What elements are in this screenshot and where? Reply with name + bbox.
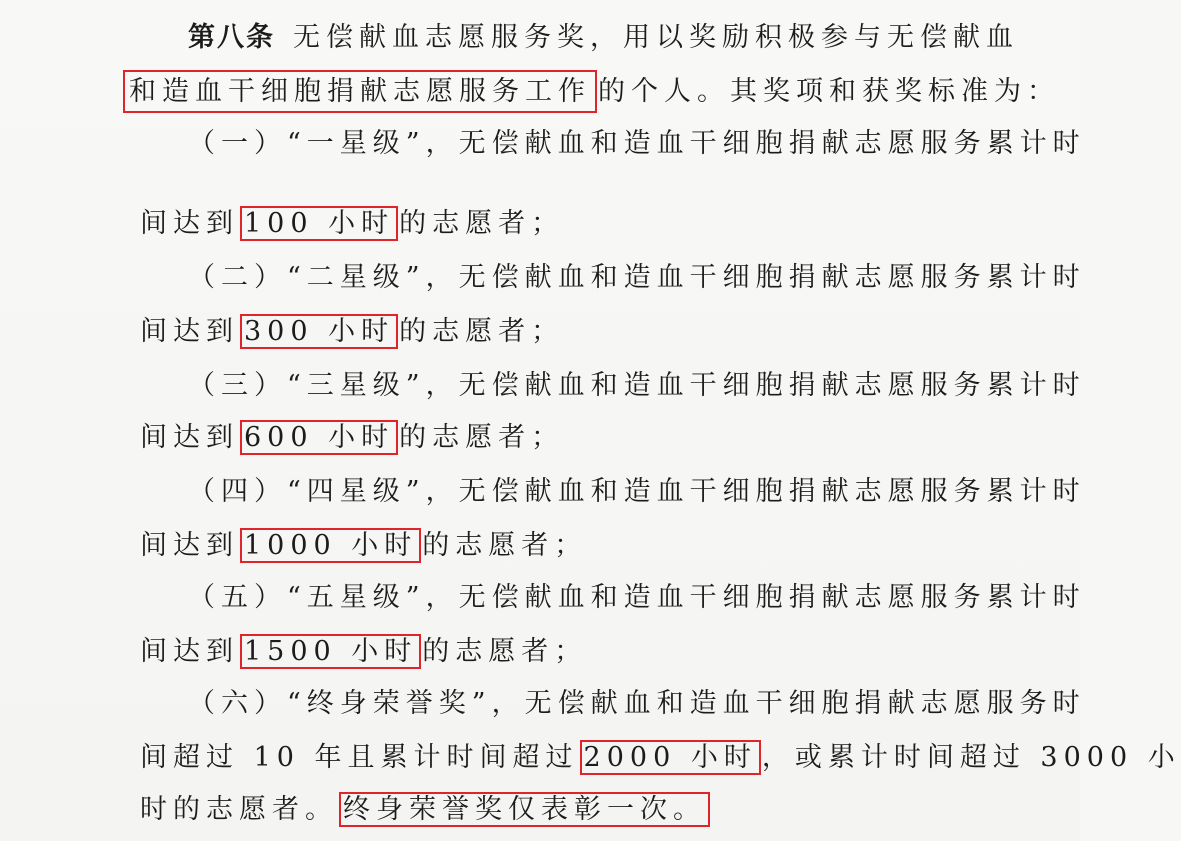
item-4-pre: 间达到 <box>140 530 239 561</box>
highlight-2000-hours: 2000 小时 <box>580 740 761 775</box>
article-heading: 第八条 <box>188 22 275 53</box>
highlight-1000-hours: 1000 小时 <box>240 528 421 563</box>
item-5-line-1: （五）“五星级”，无偿献血和造血干细胞捐献志愿服务累计时 <box>188 582 1086 613</box>
highlight-100-hours: 100 小时 <box>240 206 398 241</box>
highlight-once-only: 终身荣誉奖仅表彰一次。 <box>339 792 710 827</box>
item-5-line-2 <box>140 632 587 672</box>
article-line-2 <box>122 72 1060 112</box>
item-1-post: 的志愿者； <box>399 208 565 239</box>
item-5-pre: 间达到 <box>140 636 239 667</box>
item-4-line-1: （四）“四星级”，无偿献血和造血干细胞捐献志愿服务累计时 <box>188 476 1086 507</box>
lifetime-line-3 <box>140 790 711 830</box>
lifetime-line-2-post: ，或累计时间超过 3000 小 <box>761 742 1181 773</box>
item-3-post: 的志愿者； <box>399 422 565 453</box>
item-2-post: 的志愿者； <box>399 316 565 347</box>
item-1-line-1: （一）“一星级”，无偿献血和造血干细胞捐献志愿服务累计时 <box>188 128 1086 159</box>
highlight-1500-hours: 1500 小时 <box>240 634 421 669</box>
lifetime-line-1: （六）“终身荣誉奖”，无偿献血和造血干细胞捐献志愿服务时 <box>188 688 1086 719</box>
highlight-300-hours: 300 小时 <box>240 314 398 349</box>
article-line-1 <box>188 18 1019 58</box>
item-4-line-2 <box>140 526 587 566</box>
highlight-600-hours: 600 小时 <box>240 420 398 455</box>
item-4-post: 的志愿者； <box>422 530 588 561</box>
article-intro-rest: 的个人。其奖项和获奖标准为： <box>598 76 1060 107</box>
item-5-post: 的志愿者； <box>422 636 588 667</box>
item-1-pre: 间达到 <box>140 208 239 239</box>
item-1-line-2 <box>140 204 564 244</box>
item-3-line-1: （三）“三星级”，无偿献血和造血干细胞捐献志愿服务累计时 <box>188 370 1086 401</box>
highlight-service-scope: 和造血干细胞捐献志愿服务工作 <box>123 70 597 113</box>
lifetime-line-2 <box>140 738 1181 778</box>
item-3-line-2 <box>140 418 564 458</box>
item-2-line-2 <box>140 312 564 352</box>
item-2-line-1: （二）“二星级”，无偿献血和造血干细胞捐献志愿服务累计时 <box>188 262 1086 293</box>
article-intro-text: 无偿献血志愿服务奖，用以奖励积极参与无偿献血 <box>293 22 1019 53</box>
lifetime-line-3-pre: 时的志愿者。 <box>140 794 338 825</box>
item-2-pre: 间达到 <box>140 316 239 347</box>
lifetime-line-2-pre: 间超过 10 年且累计时间超过 <box>140 742 579 773</box>
item-3-pre: 间达到 <box>140 422 239 453</box>
